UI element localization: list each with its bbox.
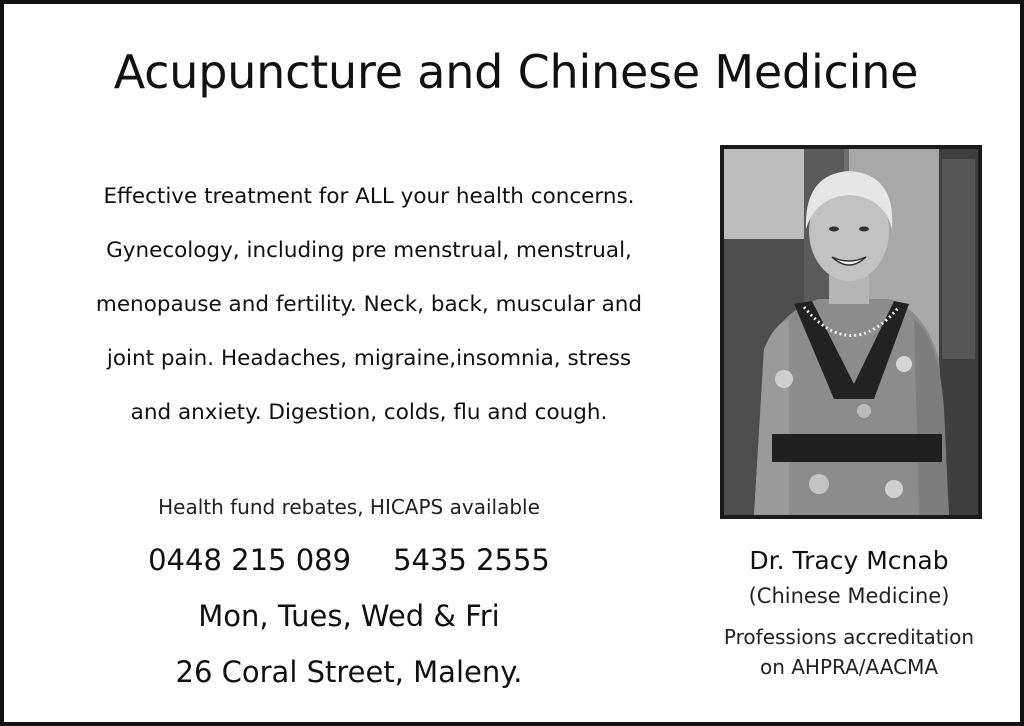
opening-days: Mon, Tues, Wed & Fri (198, 599, 500, 633)
phone-mobile: 0448 215 089 (148, 543, 352, 577)
doctor-portrait-photo (720, 145, 982, 519)
doctor-specialty: (Chinese Medicine) (748, 584, 950, 608)
services-line: Effective treatment for ALL your health concerns. (103, 184, 635, 209)
phone-numbers (34, 532, 664, 588)
services-line: and anxiety. Digestion, colds, flu and cough. (130, 400, 608, 425)
portrait-illustration (724, 149, 978, 515)
services-description (34, 170, 704, 440)
services-line: Gynecology, including pre menstrual, menstrual, (106, 238, 632, 263)
rebates-note: Health fund rebates, HICAPS available (158, 495, 540, 519)
services-line: menopause and fertility. Neck, back, muscular and (95, 292, 643, 317)
phone-landline: 5435 2555 (393, 543, 550, 577)
doctor-name: Dr. Tracy Mcnab (749, 546, 949, 575)
accreditation-line: Professions accreditation (723, 625, 975, 649)
doctor-info (684, 542, 1014, 682)
address: 26 Coral Street, Maleny. (175, 655, 523, 689)
accreditation-line: on AHPRA/AACMA (759, 655, 939, 679)
ad-title: Acupuncture and Chinese Medicine (113, 45, 919, 99)
services-line: joint pain. Headaches, migraine,insomnia, stress (106, 346, 632, 371)
contact-block (34, 532, 664, 700)
